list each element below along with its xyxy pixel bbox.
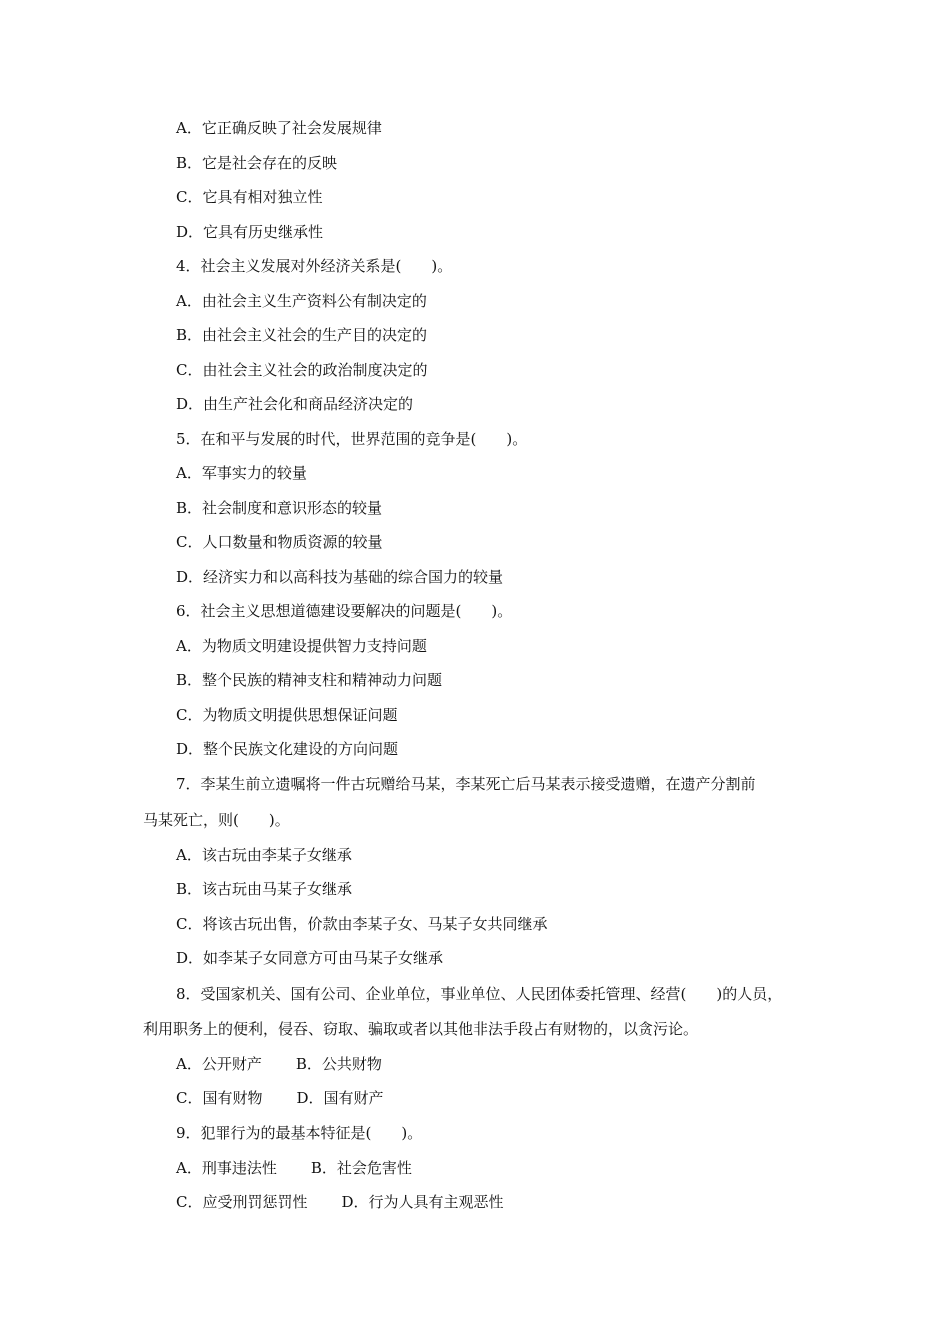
q9-option-b: B．社会危害性 [310,1159,412,1177]
q5-option-d: D．经济实力和以高科技为基础的综合国力的较量 [176,568,504,586]
q8-option-a: A．公开财产 [176,1055,262,1073]
q7-option-b: B．该古玩由马某子女继承 [176,880,353,898]
q7-option-a: A．该古玩由李某子女继承 [176,846,352,864]
q5-option-c: C．人口数量和物质资源的较量 [176,533,383,551]
q4-option-d: D．由生产社会化和商品经济决定的 [176,395,414,413]
q7-stem-line2: 马某死亡，则( )。 [143,811,290,829]
q7-option-d: D．如李某子女同意方可由马某子女继承 [176,949,444,967]
q9-option-c: C．应受刑罚惩罚性 [176,1193,308,1211]
q5-stem: 5．在和平与发展的时代，世界范围的竞争是( )。 [176,430,528,448]
q7-stem-line1: 7．李某生前立遗嘱将一件古玩赠给马某，李某死亡后马某表示接受遗赠，在遗产分割前 [176,775,756,793]
q4-stem: 4．社会主义发展对外经济关系是( )。 [176,257,453,275]
q5-option-b: B．社会制度和意识形态的较量 [176,499,383,517]
q6-option-c: C．为物质文明提供思想保证问题 [176,706,398,724]
q7-option-c: C．将该古玩出售，价款由李某子女、马某子女共同继承 [176,915,548,933]
q6-option-a: A．为物质文明建设提供智力支持问题 [176,637,427,655]
q3-option-c: C．它具有相对独立性 [176,188,323,206]
q9-options-row2 [176,1192,504,1212]
q8-stem-line1: 8．受国家机关、国有公司、企业单位，事业单位、人民团体委托管理、经营( )的人员， [176,985,783,1003]
q3-option-a: A．它正确反映了社会发展规律 [176,119,382,137]
q8-stem-line2: 利用职务上的便利，侵吞、窃取、骗取或者以其他非法手段占有财物的，以贪污论。 [143,1020,699,1038]
q9-option-a: A．刑事违法性 [176,1159,277,1177]
q4-option-c: C．由社会主义社会的政治制度决定的 [176,361,428,379]
q6-stem: 6．社会主义思想道德建设要解决的问题是( )。 [176,602,513,620]
q8-options-row2 [176,1088,384,1108]
q9-options-row1 [176,1158,412,1178]
q9-stem: 9．犯罪行为的最基本特征是( )。 [176,1124,423,1142]
q6-option-d: D．整个民族文化建设的方向问题 [176,740,399,758]
q9-option-d: D．行为人具有主观恶性 [341,1193,504,1211]
q8-option-d: D．国有财产 [296,1089,384,1107]
q8-option-c: C．国有财物 [176,1089,263,1107]
q4-option-b: B．由社会主义社会的生产目的决定的 [176,326,428,344]
q8-options-row1 [176,1054,382,1074]
q6-option-b: B．整个民族的精神支柱和精神动力问题 [176,671,443,689]
q4-option-a: A．由社会主义生产资料公有制决定的 [176,292,427,310]
q3-option-b: B．它是社会存在的反映 [176,154,338,172]
q3-option-d: D．它具有历史继承性 [176,223,324,241]
q8-option-b: B．公共财物 [295,1055,382,1073]
q5-option-a: A．军事实力的较量 [176,464,307,482]
